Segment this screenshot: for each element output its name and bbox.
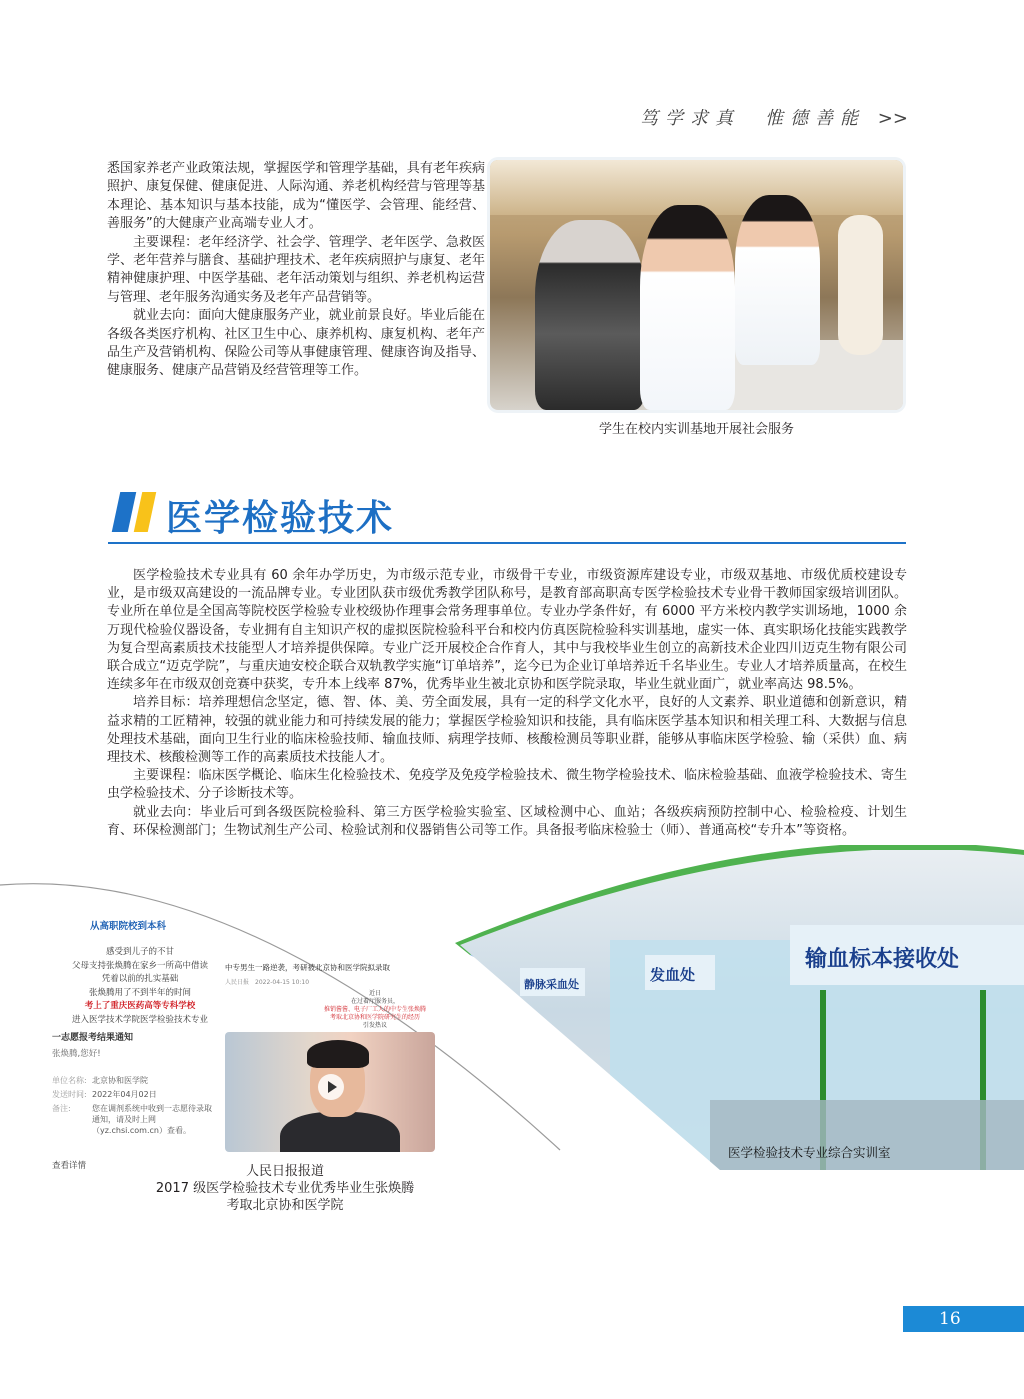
heading-yellow-bar bbox=[134, 492, 157, 532]
screenshot-heading: 从高职院校到本科 bbox=[90, 921, 167, 932]
story-line: 张焕腾用了不到半年的时间 bbox=[88, 987, 191, 998]
motto-arrows: >> bbox=[877, 108, 908, 129]
video-thumbnail[interactable] bbox=[225, 1032, 435, 1152]
page-number: 16 bbox=[903, 1306, 1024, 1332]
photo-elder bbox=[535, 220, 645, 410]
thumbnail-body bbox=[280, 1112, 400, 1152]
news-line: 近日 bbox=[368, 990, 381, 997]
thumbnail-hair bbox=[307, 1040, 369, 1068]
news-caption bbox=[130, 1163, 440, 1214]
story-line: 父母支持张焕腾在家乡一所高中借读 bbox=[71, 960, 208, 971]
row-key: 发送时间: bbox=[52, 1090, 87, 1099]
section-paragraph: 医学检验技术专业具有 60 余年办学历史，为市级示范专业，市级骨干专业，市级资源库建设专业，市级双基地、市级优质校建设专业，是市级双高建设的一流品牌专业。专业团队获市级优秀教学团队称号，是教育部高职高专医学检验技术专业骨干教师国家级培训团队。专业所在单位是全国高等院校医学检验专业校级协作理事会常务理事单位。专业办学条件好，有 6000 平方米校内教学实训场地，1000 余万现代检验仪器设备，专业拥有自主知识产权的虚拟医院检验科平台和校内仿真医院检验科实训基地，虚实一体、真实职场化技能实践教学为复合型高素质技术技能型人才培养提供保障。专业广泛开展校企合作育人，其中与我校毕业生创立的高新技术企业四川迈克生物有限公司联合成立“迈克学院”，与重庆迪安校企联合双轨教学实施“订单培养”，迄今已为企业订单培养近千名毕业生。专业人才培养质量高，在校生连续多年在市级双创竞赛中获奖，专升本上线率 87%，优秀毕业生被北京协和医学院录取，毕业生就业面广，就业率高达 98.5%。 bbox=[107, 568, 907, 693]
section-paragraph: 培养目标：培养理想信念坚定，德、智、体、美、劳全面发展，具有一定的科学文化水平，良好的人文素养、职业道德和创新意识，精益求精的工匠精神，较强的就业能力和可持续发展的能力；掌握医学检验知识和技能，具有临床医学基本知识和相关理工科、大数据与信息处理技术基础，面向卫生行业的临床检验技师、输血技师、病理学技师、核酸检测员等职业群，能够从事临床医学检验、输（采供）血、病理技术、核酸检测等工作的高素质技术技能人才。 bbox=[107, 695, 907, 766]
intro-text bbox=[107, 160, 485, 381]
notice-row bbox=[52, 1075, 222, 1086]
row-value: 2022年04月02日 bbox=[92, 1090, 157, 1099]
row-value: 北京协和医学院 bbox=[92, 1076, 148, 1085]
caption-line: 人民日报报道 bbox=[245, 1164, 324, 1179]
photo-student-2 bbox=[735, 195, 820, 365]
play-icon[interactable] bbox=[318, 1074, 344, 1100]
admission-screenshot bbox=[20, 918, 440, 1171]
mid-sign: 发血处 bbox=[650, 966, 696, 984]
heading-rule bbox=[108, 542, 906, 544]
section-body bbox=[107, 567, 907, 840]
news-lines bbox=[315, 990, 435, 1030]
story-line: 感受到儿子的不甘 bbox=[105, 947, 174, 957]
section-paragraph: 主要课程：临床医学概论、临床生化检验技术、免疫学及免疫学检验技术、微生物学检验技术、临床检验基础、血液学检验技术、寄生虫学检验技术、分子诊断技术等。 bbox=[107, 768, 907, 802]
lab-photo bbox=[460, 850, 1024, 1170]
row-value: 您在调剂系统中收到一志愿待录取通知，请及时上网（yz.chsi.com.cn）查看。 bbox=[92, 1104, 212, 1135]
story-line: 进入医学技术学院医学检验技术专业 bbox=[71, 1014, 208, 1025]
left-sign: 静脉采血处 bbox=[524, 978, 579, 991]
caption-line: 考取北京协和医学院 bbox=[226, 1198, 344, 1213]
notice-row bbox=[52, 1103, 217, 1136]
news-line: 引发热议 bbox=[362, 1022, 387, 1029]
row-key: 单位名称: bbox=[52, 1076, 87, 1085]
section-heading bbox=[108, 490, 908, 548]
section-title: 医学检验技术 bbox=[166, 498, 395, 539]
news-line-red: 推销酱酱、电子厂工人的中专生张焕腾 bbox=[323, 1006, 426, 1013]
motto-text: 笃学求真 惟德善能 bbox=[640, 108, 865, 129]
intro-paragraph: 悉国家养老产业政策法规，掌握医学和管理学基础，具有老年疾病照护、康复保健、健康促进、人际沟通、养老机构经营与管理等基本理论、基本知识与基本技能，成为“懂医学、会管理、能经营、善服务”的大健康产业高端专业人才。 bbox=[107, 161, 485, 232]
news-line: 在过着厅服务员， bbox=[350, 998, 399, 1005]
view-details-link[interactable]: 查看详情 bbox=[52, 1161, 87, 1171]
news-title: 中专男生一路逆袭，考研被北京协和医学院拟录取 bbox=[225, 963, 390, 972]
news-line-red: 考取北京协和医学院研究生的经历 bbox=[329, 1014, 420, 1021]
main-sign: 输血标本接收处 bbox=[805, 947, 960, 972]
photo-robot bbox=[838, 215, 883, 355]
caption-line: 2017 级医学检验技术专业优秀毕业生张焕腾 bbox=[155, 1181, 415, 1196]
row-key: 备注: bbox=[52, 1104, 71, 1113]
screenshot-story bbox=[60, 946, 220, 1027]
heading-blue-bar bbox=[112, 492, 137, 532]
photo-caption: 学生在校内实训基地开展社会服务 bbox=[598, 422, 794, 437]
notice-title: 一志愿报考结果通知 bbox=[52, 1033, 134, 1043]
lab-caption: 医学检验技术专业综合实训室 bbox=[728, 1145, 891, 1160]
notice-greeting: 张焕腾,您好! bbox=[52, 1049, 101, 1059]
section-paragraph: 就业去向：毕业后可到各级医院检验科、第三方医学检验实验室、区域检测中心、血站；各级疾病预防控制中心、检验检疫、计划生育、环保检测部门；生物试剂生产公司、检验试剂和仪器销售公司等工作。具备报考临床检验士（师）、普通高校“专升本”等资格。 bbox=[107, 804, 907, 838]
story-line: 凭着以前的扎实基础 bbox=[101, 974, 179, 984]
photo-student-1 bbox=[640, 205, 735, 410]
intro-paragraph: 就业去向：面向大健康服务产业，就业前景良好。毕业后能在各级各类医疗机构、社区卫生中心、康养机构、康复机构、老年产品生产及营销机构、保险公司等从事健康管理、健康咨询及指导、健康服务、健康产品营销及经营管理等工作。 bbox=[107, 308, 485, 379]
header-motto bbox=[640, 104, 908, 130]
notice-row bbox=[52, 1089, 222, 1100]
news-source: 人民日报 2022-04-15 10:10 bbox=[225, 979, 310, 986]
intro-paragraph: 主要课程：老年经济学、社会学、管理学、老年医学、急救医学、老年营养与膳食、基础护理技术、老年疾病照护与康复、老年精神健康护理、中医学基础、老年活动策划与组织、养老机构运营与管理、老年服务沟通实务及老年产品营销等。 bbox=[107, 234, 485, 305]
service-photo bbox=[490, 160, 903, 410]
news-card bbox=[225, 962, 440, 1162]
story-highlight: 考上了重庆医药高等专科学校 bbox=[84, 1001, 196, 1011]
